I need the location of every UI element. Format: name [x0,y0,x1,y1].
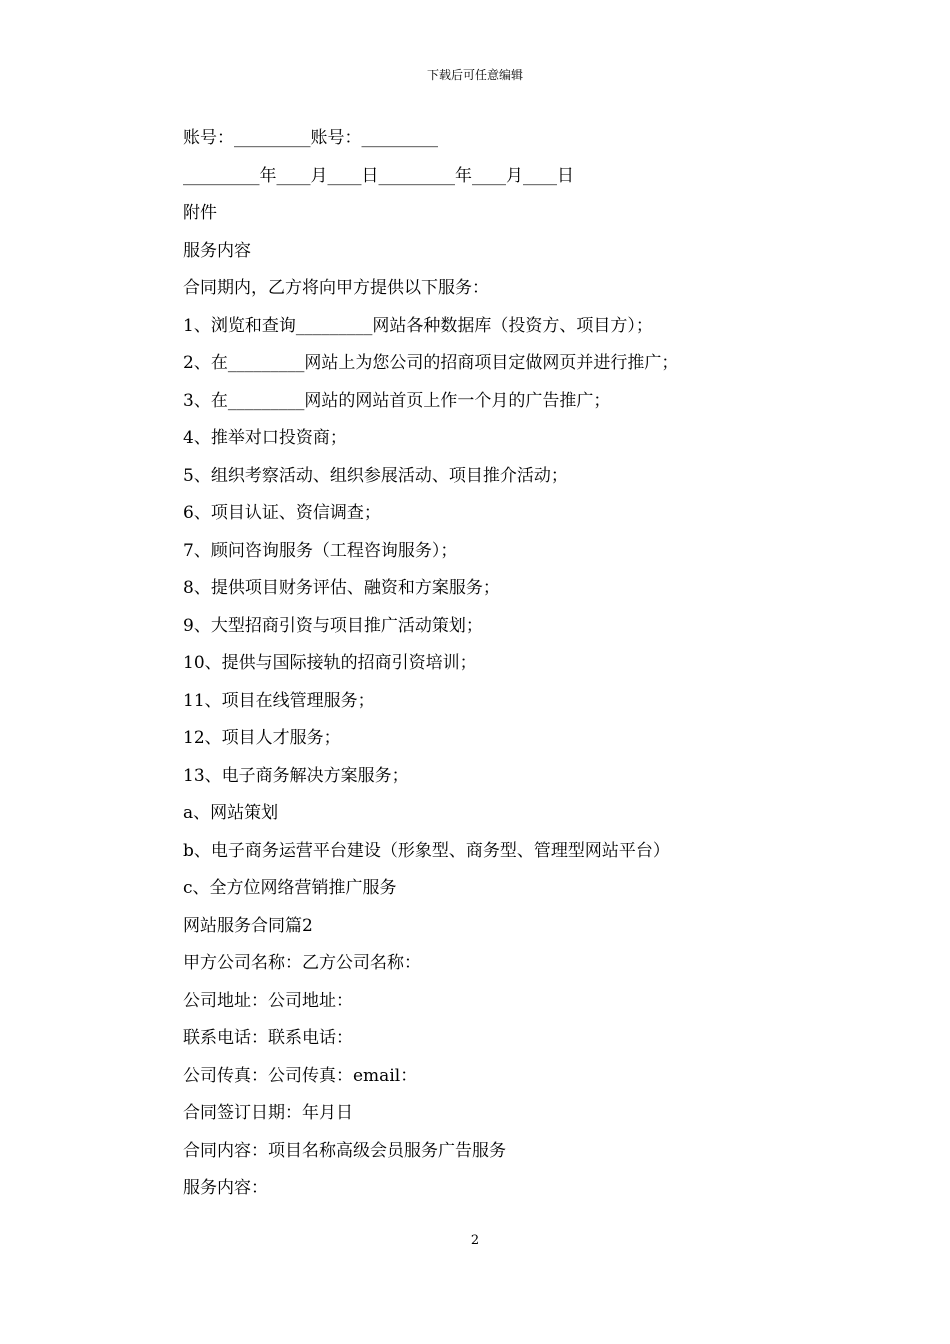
service-content-line: 服务内容： [183,1178,268,1198]
account-line: 账号：_________账号：_________ [183,128,438,148]
signing-date-line: 合同签订日期：年月日 [183,1103,353,1123]
service-item-8: 8、提供项目财务评估、融资和方案服务； [183,578,500,598]
contract-title: 网站服务合同篇2 [183,915,313,936]
service-item-9: 9、大型招商引资与项目推广活动策划； [183,615,483,636]
service-item-12: 12、项目人才服务； [183,728,341,748]
service-item-5: 5、组织考察活动、组织参展活动、项目推介活动； [183,465,568,486]
company-name-line: 甲方公司名称：乙方公司名称： [183,953,421,973]
service-item-13: 13、电子商务解决方案服务； [183,765,409,786]
date-line: _________年____月____日_________年____月____日 [183,165,574,186]
service-subitem-a: a、网站策划 [183,803,279,823]
service-item-1: 1、浏览和查询_________网站各种数据库（投资方、项目方）； [183,315,653,336]
service-item-2: 2、在_________网站上为您公司的招商项目定做网页并进行推广； [183,353,679,373]
contract-content-line: 合同内容：项目名称高级会员服务广告服务 [183,1140,506,1161]
service-item-6: 6、项目认证、资信调查； [183,503,381,523]
service-subitem-b: b、电子商务运营平台建设（形象型、商务型、管理型网站平台） [183,840,670,861]
service-content-heading: 服务内容 [183,240,251,261]
service-item-10: 10、提供与国际接轨的招商引资培训； [183,653,477,673]
service-item-11: 11、项目在线管理服务； [183,690,375,711]
page-number: 2 [470,1233,480,1248]
service-intro: 合同期内，乙方将向甲方提供以下服务： [183,278,489,298]
service-item-3: 3、在_________网站的网站首页上作一个月的广告推广； [183,390,611,411]
company-address-line: 公司地址：公司地址： [183,990,353,1011]
page-header: 下载后可任意编辑 [426,68,523,82]
document-body [183,120,823,1208]
attachment-heading: 附件 [183,203,217,223]
service-subitem-c: c、全方位网络营销推广服务 [183,878,397,898]
service-item-4: 4、推举对口投资商； [183,428,347,448]
service-item-7: 7、顾问咨询服务（工程咨询服务）； [183,540,458,561]
contact-phone-line: 联系电话：联系电话： [183,1028,353,1048]
company-fax-line: 公司传真：公司传真：email： [183,1065,418,1086]
